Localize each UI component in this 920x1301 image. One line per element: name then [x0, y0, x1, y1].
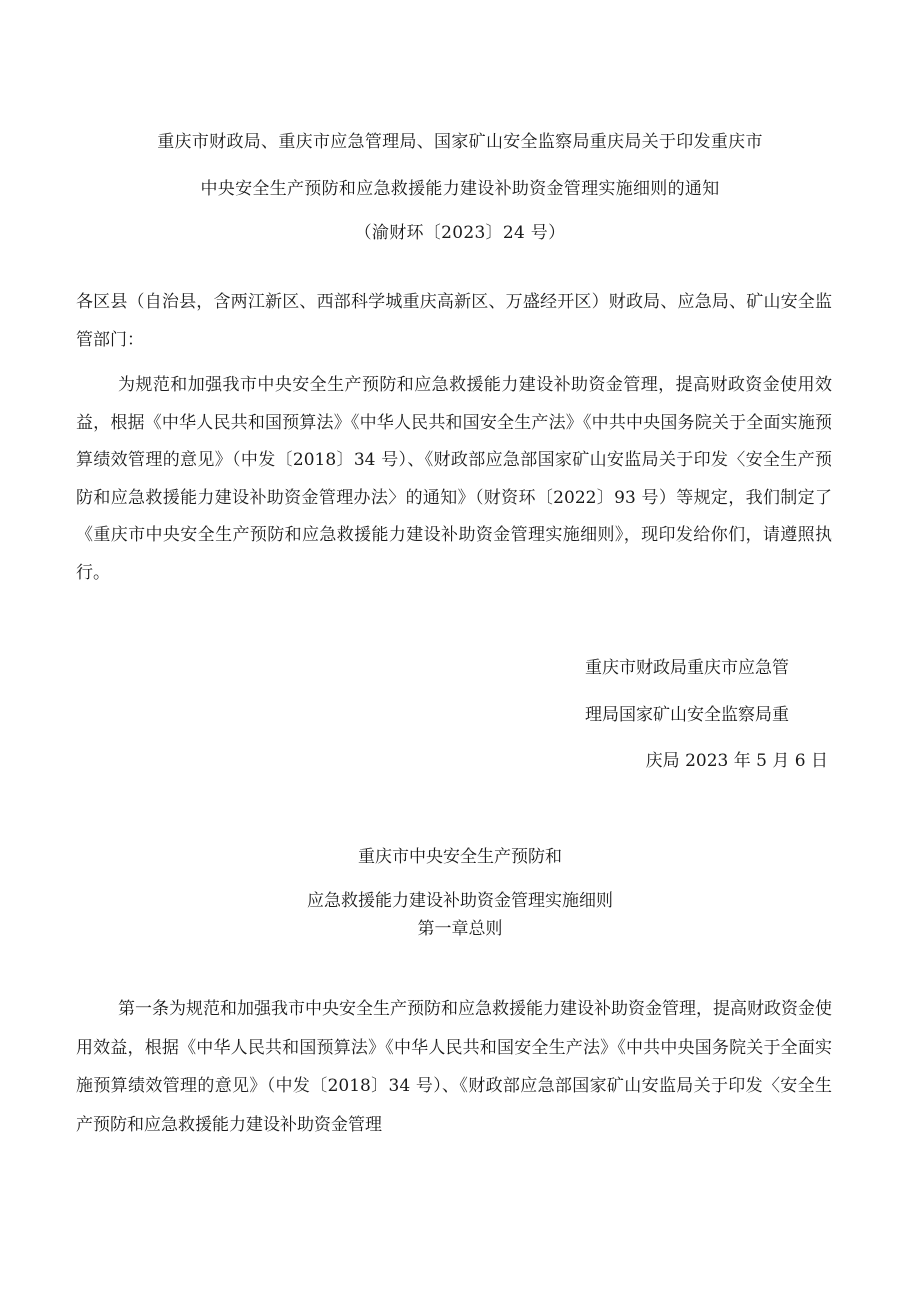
article-1: 第一条为规范和加强我市中央安全生产预防和应急救援能力建设补助资金管理，提高财政资金使用效益，根据《中华人民共和国预算法》《中华人民共和国安全生产法》《中共中央国务院关于全面实施预算绩效管理的意见》（中发〔2018〕34 号）、《财政部应急部国家矿山安监局关于印发〈安全生产预防和应急救援能力建设补助资金管理	[76, 999, 832, 1135]
signature-date: 庆局 2023 年 5 月 6 日	[645, 751, 828, 771]
notice-title-line-1: 重庆市财政局、重庆市应急管理局、国家矿山安全监察局重庆局关于印发重庆市	[157, 132, 763, 152]
signature-line-1: 重庆市财政局重庆市应急管	[585, 658, 789, 678]
rules-title-line-1: 重庆市中央安全生产预防和	[358, 847, 562, 867]
notice-body: 为规范和加强我市中央安全生产预防和应急救援能力建设补助资金管理，提高财政资金使用效益，根据《中华人民共和国预算法》《中华人民共和国安全生产法》《中共中央国务院关于全面实施预算绩效管理的意见》（中发〔2018〕34 号）、《财政部应急部国家矿山安监局关于印发〈安全生产预防和应急救援能力建设补助资金管理办法〉的通知》（财资环〔2022〕93 号）等规定，我们制定了《重庆市中央安全生产预防和应急救援能力建设补助资金管理实施细则》，现印发给你们，请遵照执行。	[76, 375, 832, 583]
signature-line-2: 理局国家矿山安全监察局重	[585, 705, 789, 725]
rules-title-line-2: 应急救援能力建设补助资金管理实施细则	[307, 891, 613, 911]
notice-title-line-2: 中央安全生产预防和应急救援能力建设补助资金管理实施细则的通知	[200, 179, 720, 199]
chapter-heading: 第一章总则	[417, 919, 503, 939]
notice-doc-number: （渝财环〔2023〕24 号）	[354, 223, 566, 243]
notice-addressee: 各区县（自治县，含两江新区、西部科学城重庆高新区、万盛经开区）财政局、应急局、矿山安全监管部门：	[76, 292, 832, 350]
